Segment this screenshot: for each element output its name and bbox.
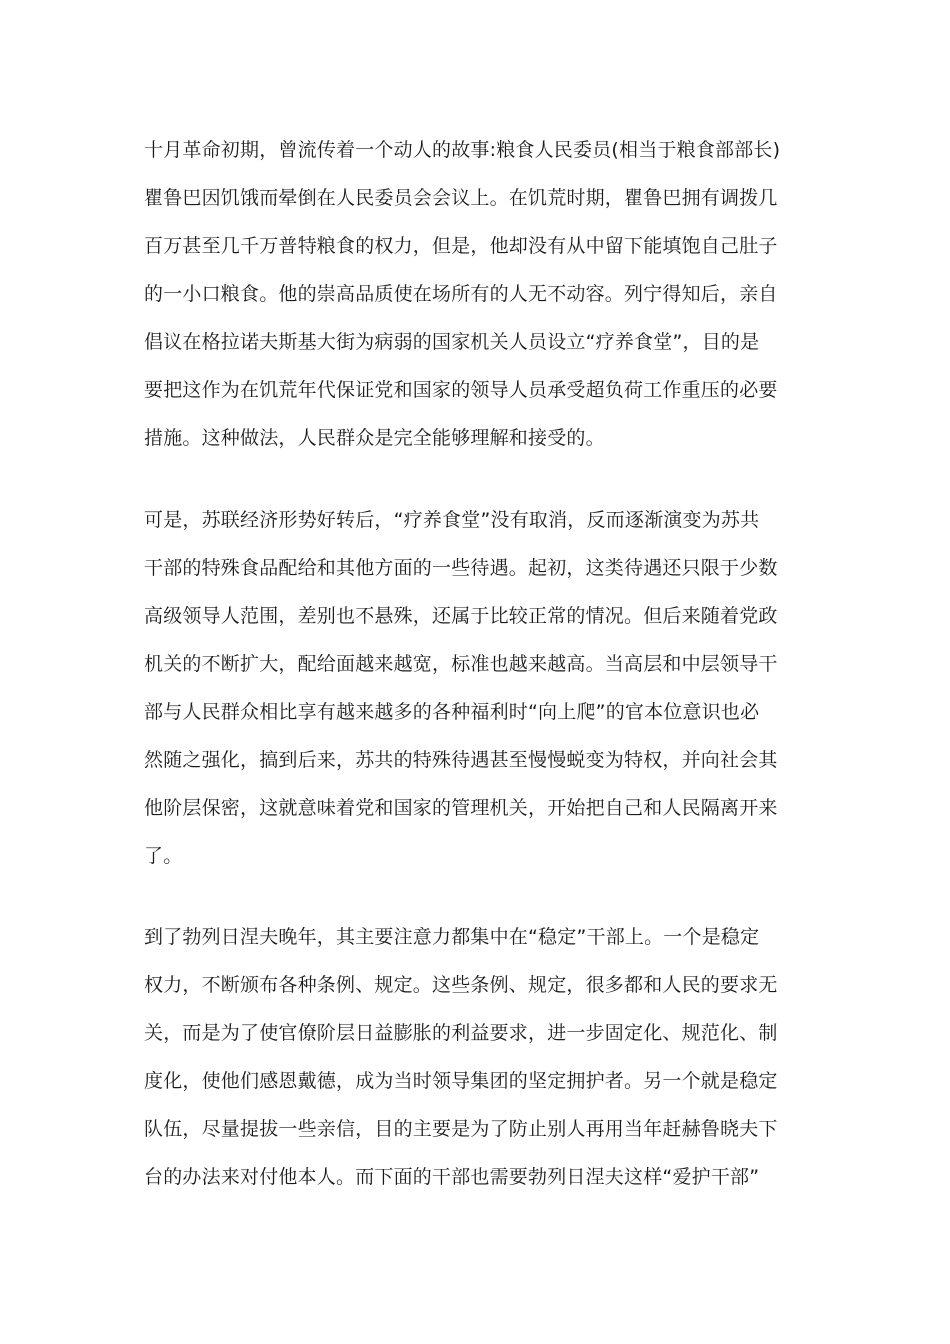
text-line: 高级领导人范围，差别也不悬殊，还属于比较正常的情况。但后来随着党政 [144,605,778,627]
paragraph-3 [144,913,814,1201]
paragraph-1 [144,126,814,462]
text-line: 到了勃列日涅夫晚年，其主要注意力都集中在“稳定”干部上。一个是稳定 [144,926,760,948]
text-line: 度化，使他们感恩戴德，成为当时领导集团的坚定拥护者。另一个就是稳定 [144,1070,778,1092]
text-line: 措施。这种做法，人民群众是完全能够理解和接受的。 [144,427,605,449]
text-line: 台的办法来对付他本人。而下面的干部也需要勃列日涅夫这样“爱护干部” [144,1166,760,1188]
text-line: 倡议在格拉诺夫斯基大街为病弱的国家机关人员设立“疗养食堂”，目的是 [144,331,760,353]
text-line: 的一小口粮食。他的崇高品质使在场所有的人无不动容。列宁得知后，亲自 [144,283,778,305]
text-line: 部与人民群众相比享有越来越多的各种福利时“向上爬”的官本位意识也必 [144,701,760,723]
text-line: 关，而是为了使官僚阶层日益膨胀的利益要求，进一步固定化、规范化、制 [144,1022,778,1044]
text-line: 干部的特殊食品配给和其他方面的一些待遇。起初，这类待遇还只限于少数 [144,557,778,579]
text-line: 队伍，尽量提拔一些亲信，目的主要是为了防止别人再用当年赶赫鲁晓夫下 [144,1118,778,1140]
text-line: 瞿鲁巴因饥饿而晕倒在人民委员会会议上。在饥荒时期，瞿鲁巴拥有调拨几 [144,187,778,209]
text-line: 然随之强化，搞到后来，苏共的特殊待遇甚至慢慢蜕变为特权，并向社会其 [144,749,778,771]
text-line: 了。 [144,845,183,867]
text-line: 权力，不断颁布各种条例、规定。这些条例、规定，很多都和人民的要求无 [144,974,778,996]
paragraph-2 [144,496,814,880]
text-line: 十月革命初期，曾流传着一个动人的故事:粮食人民委员(相当于粮食部部长) [144,139,781,161]
text-line: 他阶层保密，这就意味着党和国家的管理机关，开始把自己和人民隔离开来 [144,797,778,819]
text-line: 可是，苏联经济形势好转后，“疗养食堂”没有取消，反而逐渐演变为苏共 [144,509,760,531]
text-line: 机关的不断扩大，配给面越来越宽，标准也越来越高。当高层和中层领导干 [144,653,778,675]
text-line: 百万甚至几千万普特粮食的权力，但是，他却没有从中留下能填饱自己肚子 [144,235,778,257]
text-line: 要把这作为在饥荒年代保证党和国家的领导人员承受超负荷工作重压的必要 [144,379,778,401]
